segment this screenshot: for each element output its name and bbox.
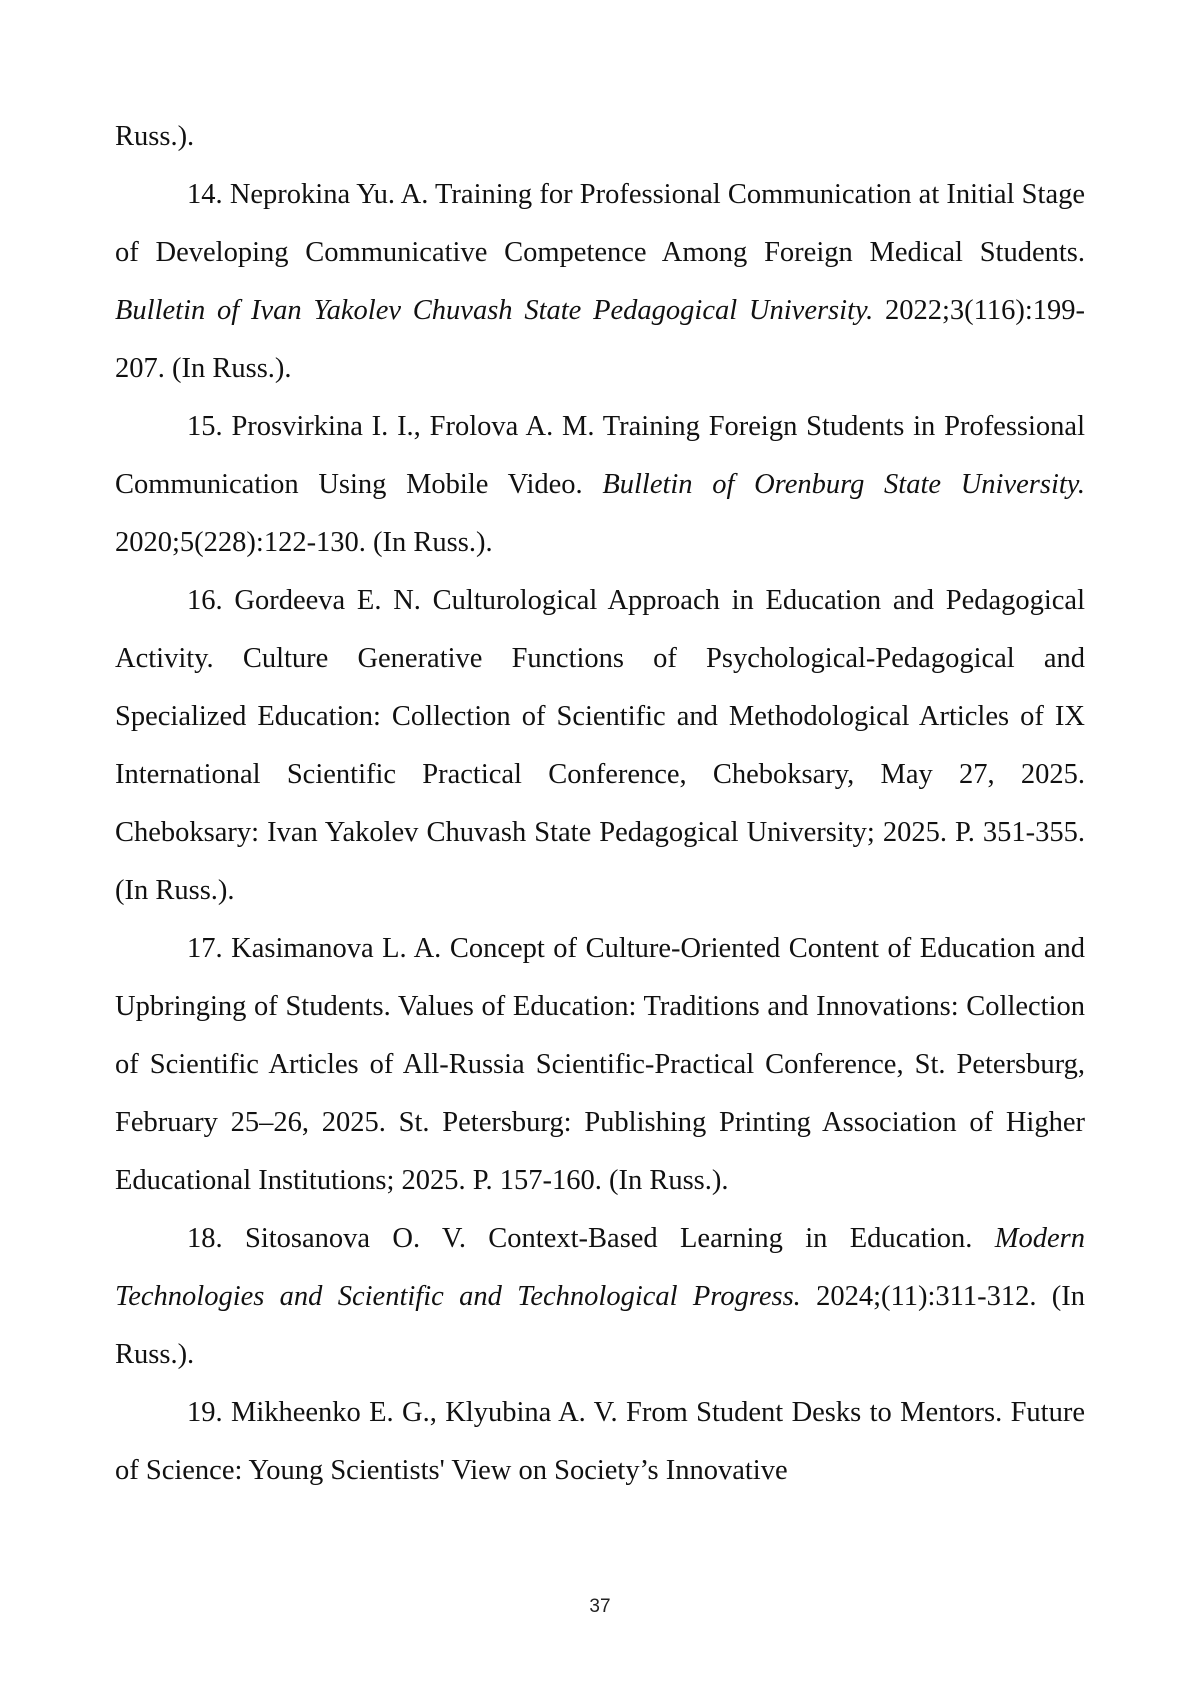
reference-details: 2020;5(228):122-130. (In Russ.). [115, 527, 493, 558]
reference-19 [115, 1384, 1085, 1500]
reference-number: 17. [187, 933, 223, 964]
reference-text: Gordeeva E. N. Culturological Approach in Education and Pedagogical Activity. Culture Generative Functions of Psychological-Pedagogical and Specialized Education: Collection of Scientific and Methodological Articles of IX International Scientific Practical Conference, Cheboksary, May 27, 2025. Cheboksary: Ivan Yakolev Chuvash State Pedagogical University; 2025. P. 351-355. (In Russ.). [115, 585, 1086, 906]
reference-number: 14. [187, 179, 223, 210]
reference-16 [115, 572, 1085, 920]
reference-15 [115, 398, 1085, 572]
reference-text: Neprokina Yu. A. Training for Professional Communication at Initial Stage of Developing Communicative Competence Among Foreign Medical Students. [115, 179, 1085, 268]
reference-text: Mikheenko E. G., Klyubina A. V. From Student Desks to Mentors. Future of Science: Young Scientists' View on Society’s Innovative [115, 1397, 1085, 1486]
reference-details: 2024;(11):311-312. (In Russ.). [115, 1281, 1085, 1370]
reference-list [115, 108, 1085, 1500]
reference-14 [115, 166, 1085, 398]
page-number: 37 [589, 1596, 611, 1617]
reference-journal: Bulletin of Orenburg State University. [602, 469, 1085, 500]
reference-continuation: Russ.). [115, 121, 195, 152]
reference-17 [115, 920, 1085, 1210]
reference-text: Prosvirkina I. I., Frolova A. M. Training Foreign Students in Professional Communication Using Mobile Video. [115, 411, 1085, 500]
reference-number: 15. [187, 411, 223, 442]
reference-number: 16. [187, 585, 223, 616]
reference-18 [115, 1210, 1085, 1384]
reference-journal: Bulletin of Ivan Yakolev Chuvash State Pedagogical University. [115, 295, 874, 326]
reference-details: 2022;3(116):199-207. (In Russ.). [115, 295, 1085, 384]
reference-number: 19. [187, 1397, 223, 1428]
reference-text: Sitosanova O. V. Context-Based Learning in Education. [244, 1223, 995, 1254]
reference-journal: Modern Technologies and Scientific and Technological Progress. [115, 1223, 1085, 1312]
reference-text: Kasimanova L. A. Concept of Culture-Oriented Content of Education and Upbringing of Students. Values of Education: Traditions and Innovations: Collection of Scientific Articles of All-Russia Scientific-Practical Conference, St. Petersburg, February 25–26, 2025. St. Petersburg: Publishing Printing Association of Higher Educational Institutions; 2025. P. 157-160. (In Russ.). [115, 933, 1085, 1196]
reference-number: 18. [187, 1223, 223, 1254]
